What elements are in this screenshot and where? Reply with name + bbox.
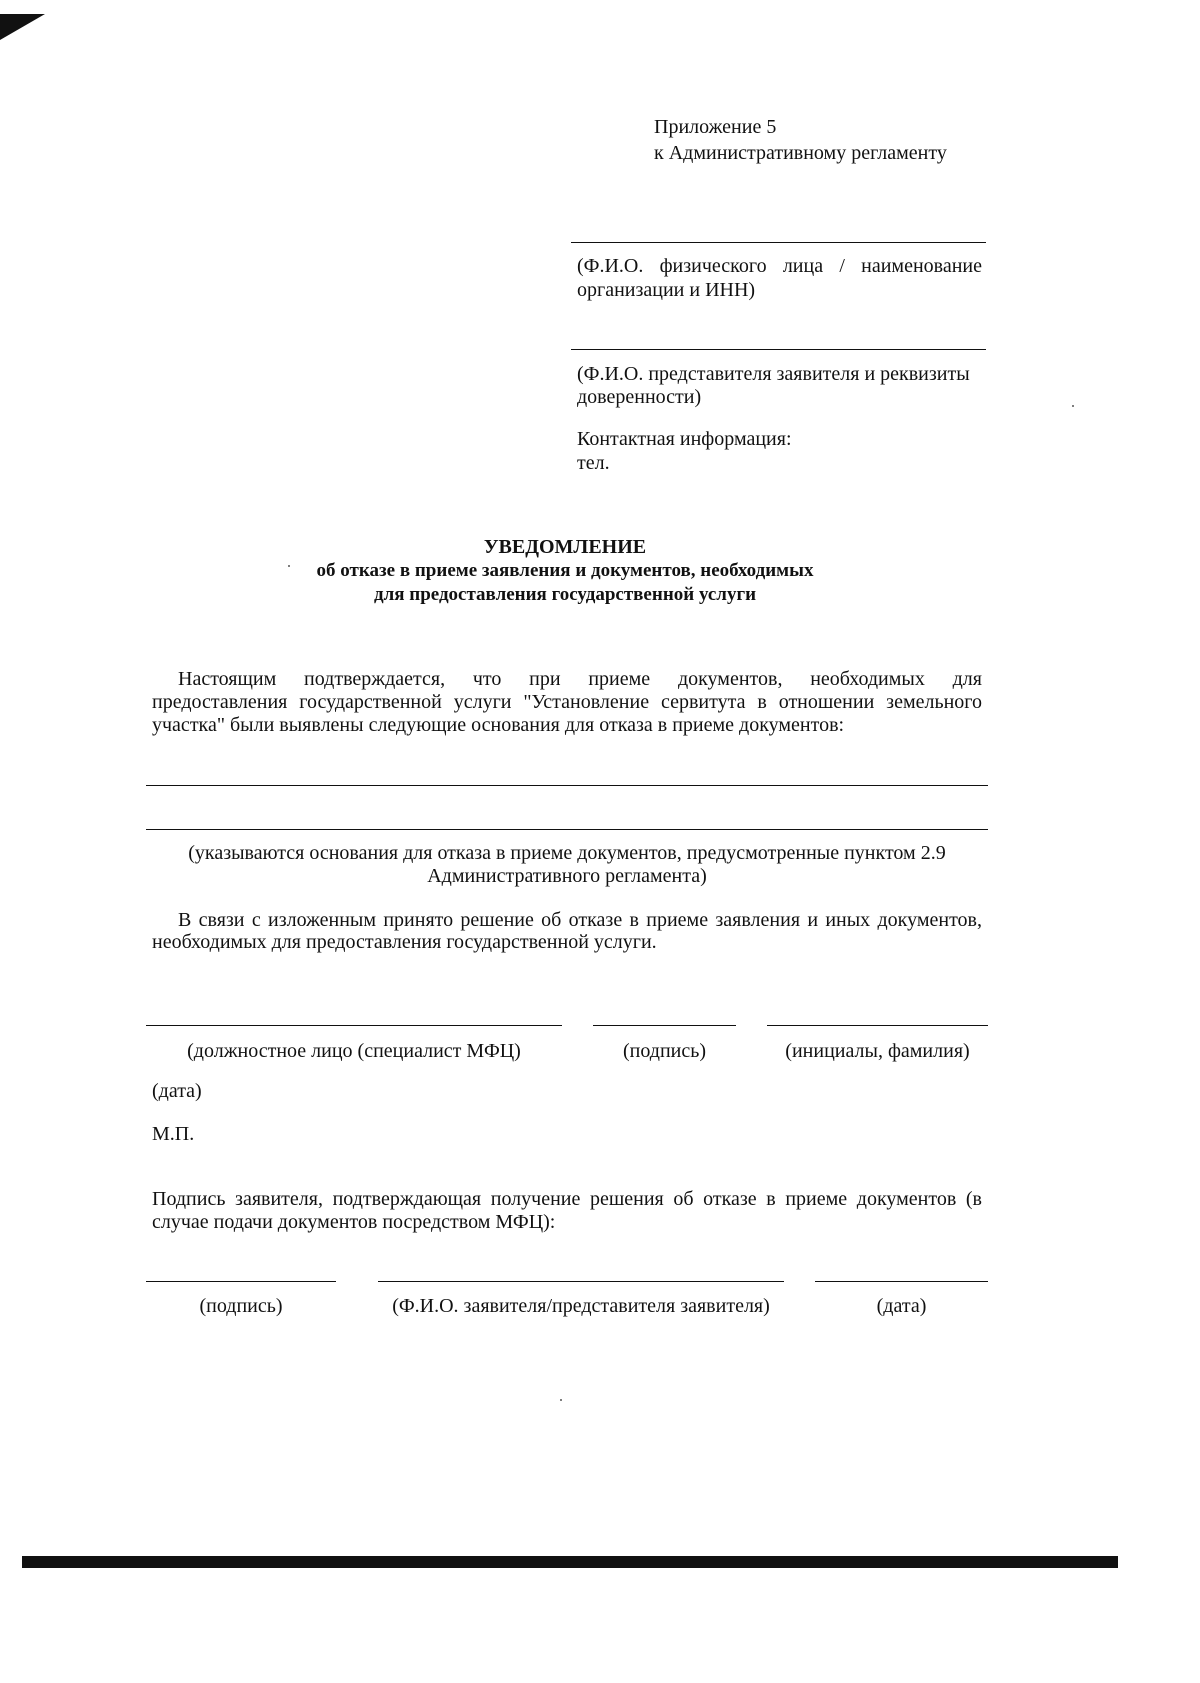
grounds-caption-line2: Административного регламента) <box>427 865 707 887</box>
body-paragraph1-line1: Настоящим подтверждается, что при приеме документов, необходимых для <box>178 668 982 690</box>
document-subtitle-line1: об отказе в приеме заявления и документов, необходимых <box>316 560 814 581</box>
appendix-number: Приложение 5 <box>654 116 777 138</box>
representative-caption-line1: (Ф.И.О. представителя заявителя и реквизиты <box>577 363 970 385</box>
grounds-caption-line1: (указываются основания для отказа в приеме документов, предусмотренные пунктом 2.9 <box>188 842 946 864</box>
official-signature-caption: (подпись) <box>622 1040 707 1062</box>
official-name-caption: (инициалы, фамилия) <box>785 1040 970 1062</box>
representative-caption-line2: доверенности) <box>577 386 702 408</box>
applicant-name-caption: (Ф.И.О. заявителя/представителя заявителя) <box>392 1295 770 1317</box>
body-paragraph2-line1: В связи с изложенным принято решение об отказе в приеме заявления и иных документов, <box>178 909 982 931</box>
applicant-date-line <box>815 1281 988 1282</box>
applicant-date-caption: (дата) <box>876 1295 927 1317</box>
applicant-caption-line1: (Ф.И.О. физического лица / наименование <box>577 255 982 277</box>
body-paragraph1-line2: предоставления государственной услуги "Установление сервитута в отношении земельного <box>152 691 982 713</box>
stamp-label: М.П. <box>152 1123 195 1145</box>
official-position-caption: (должностное лицо (специалист МФЦ) <box>187 1040 521 1062</box>
official-signature-line <box>593 1025 736 1026</box>
body-paragraph1-line3: участка" были выявлены следующие основания для отказа в приеме документов: <box>152 714 845 736</box>
applicant-confirmation-line1: Подпись заявителя, подтверждающая получение решения об отказе в приеме документов (в <box>152 1188 982 1210</box>
grounds-entry-line <box>146 829 988 830</box>
scan-speck <box>560 1399 562 1401</box>
scan-corner-mark <box>0 14 45 40</box>
applicant-signature-caption: (подпись) <box>199 1295 283 1317</box>
scan-bottom-edge <box>22 1556 1118 1568</box>
official-position-line <box>146 1025 562 1026</box>
document-subtitle-line2: для предоставления государственной услуги <box>373 584 757 605</box>
representative-name-line <box>571 349 986 350</box>
official-name-line <box>767 1025 988 1026</box>
applicant-signature-line <box>146 1281 336 1282</box>
applicant-caption-line2: организации и ИНН) <box>577 279 756 301</box>
phone-label: тел. <box>577 452 610 474</box>
document-title: УВЕДОМЛЕНИЕ <box>483 536 647 558</box>
grounds-entry-line <box>146 785 988 786</box>
appendix-reference: к Административному регламенту <box>654 142 947 164</box>
applicant-name-line <box>378 1281 784 1282</box>
contact-info-label: Контактная информация: <box>577 428 792 450</box>
applicant-confirmation-line2: случае подачи документов посредством МФЦ): <box>152 1211 556 1233</box>
scan-speck <box>1072 405 1074 407</box>
body-paragraph2-line2: необходимых для предоставления государственной услуги. <box>152 931 657 953</box>
date-label: (дата) <box>152 1080 202 1102</box>
applicant-name-line <box>571 242 986 243</box>
